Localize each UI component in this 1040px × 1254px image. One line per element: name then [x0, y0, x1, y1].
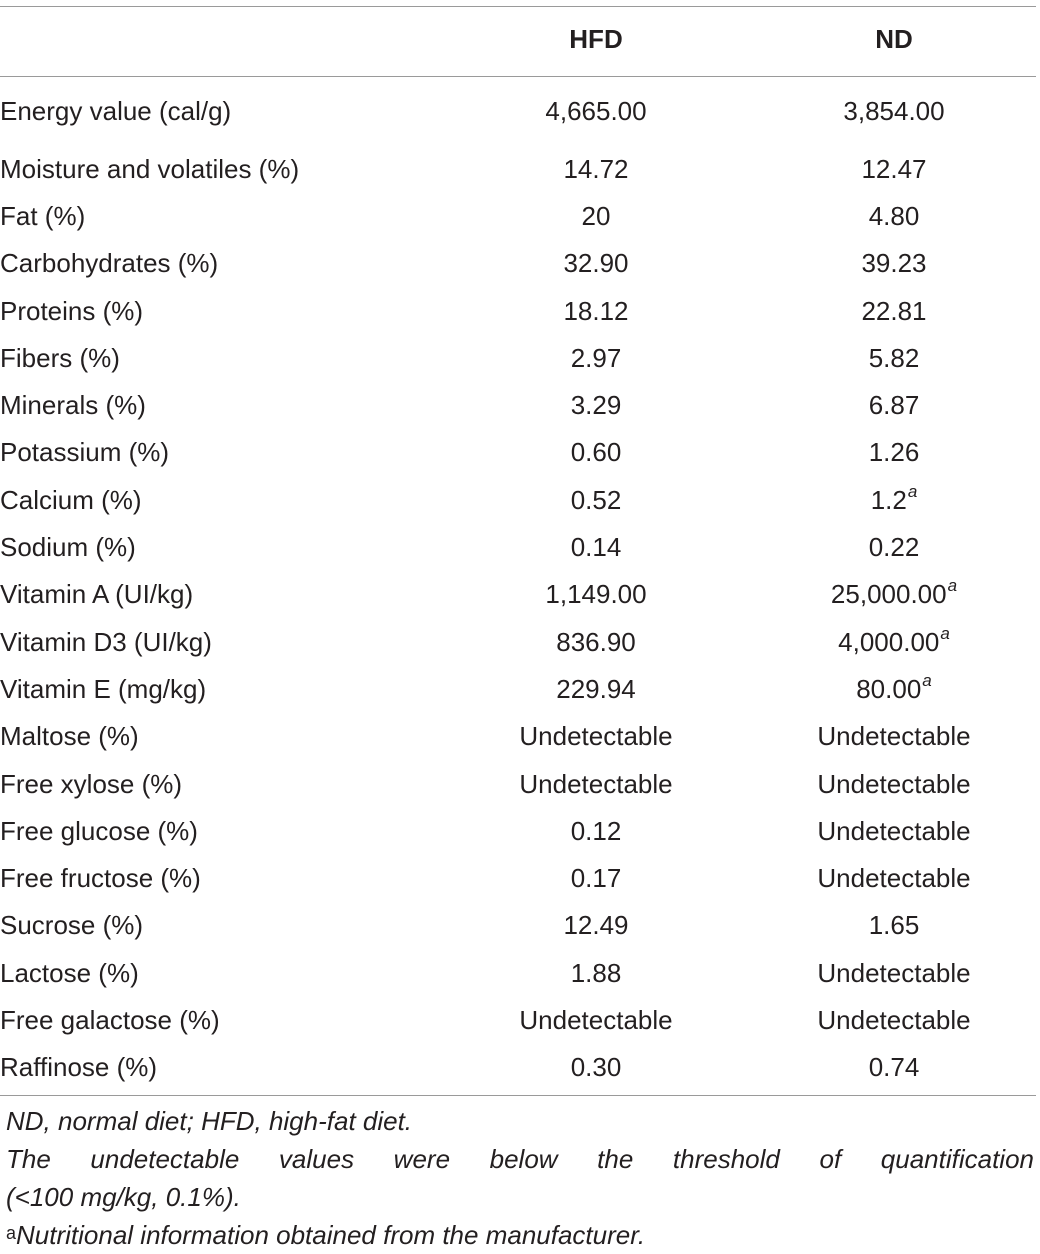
nd-cell	[752, 381, 1036, 428]
footnote-mark: a	[6, 1223, 17, 1243]
hfd-value: 0.52	[570, 484, 622, 515]
nd-value: 22.81	[861, 295, 927, 326]
nd-cell	[752, 523, 1036, 570]
nd-value: Undetectable	[817, 863, 971, 894]
hfd-value: 0.14	[570, 532, 622, 563]
hfd-value: 0.12	[570, 815, 622, 846]
table-row	[0, 287, 1036, 334]
nd-value: Undetectable	[817, 1004, 971, 1035]
table-row	[0, 429, 1036, 476]
hfd-value: 32.90	[563, 248, 629, 279]
nd-value: 12.47	[861, 153, 927, 184]
footnote-a	[6, 1216, 1034, 1254]
hfd-value: 1,149.00	[545, 579, 647, 610]
footnote-marker: a	[947, 576, 958, 596]
table-row	[0, 902, 1036, 949]
header-nd: ND	[875, 23, 913, 54]
hfd-value: 20	[581, 200, 611, 231]
hfd-value: 18.12	[563, 295, 629, 326]
table-row	[0, 334, 1036, 381]
table-row	[0, 854, 1036, 901]
row-label: Proteins (%)	[0, 295, 144, 326]
nd-cell	[752, 949, 1036, 996]
nd-value: 0.22	[868, 532, 920, 563]
nd-value: 6.87	[868, 390, 920, 421]
hfd-value: Undetectable	[519, 1004, 673, 1035]
hfd-value: 0.60	[570, 437, 622, 468]
hfd-value: 0.17	[570, 863, 622, 894]
row-label: Energy value (cal/g)	[0, 96, 232, 126]
table-row	[0, 949, 1036, 996]
footnote-marker: a	[940, 623, 950, 643]
table-row	[0, 523, 1036, 570]
header-row	[0, 0, 1036, 77]
nd-cell	[752, 854, 1036, 901]
nd-cell	[752, 476, 1036, 523]
row-label: Free galactose (%)	[0, 1004, 220, 1035]
row-label: Lactose (%)	[0, 957, 139, 988]
hfd-value: 14.72	[563, 153, 629, 184]
table-notes	[6, 1102, 1034, 1254]
row-label: Potassium (%)	[0, 437, 170, 468]
row-label: Vitamin D3 (UI/kg)	[0, 626, 212, 657]
nd-cell	[752, 287, 1036, 334]
nd-value: Undetectable	[817, 768, 971, 799]
table-row	[0, 240, 1036, 287]
row-label: Raffinose (%)	[0, 1052, 158, 1083]
hfd-value: 2.97	[570, 342, 622, 373]
nd-value: 1.2	[870, 484, 907, 515]
nd-cell	[752, 618, 1036, 665]
row-label: Moisture and volatiles (%)	[0, 153, 300, 184]
table-row	[0, 145, 1036, 192]
table-row	[0, 807, 1036, 854]
hfd-value: 836.90	[556, 626, 636, 657]
nd-value: 3,854.00	[843, 96, 945, 126]
footnote-text: Nutritional information obtained from the manufacturer.	[16, 1220, 646, 1250]
nd-value: 39.23	[861, 248, 927, 279]
nd-value: Undetectable	[817, 721, 971, 752]
nd-cell	[752, 713, 1036, 760]
nd-cell	[752, 665, 1036, 712]
hfd-value: Undetectable	[519, 768, 673, 799]
nd-cell	[752, 571, 1036, 618]
nd-cell	[752, 1044, 1036, 1091]
table-row	[0, 1044, 1036, 1091]
nd-cell	[752, 77, 1036, 145]
nd-value: 4,000.00	[838, 626, 940, 657]
nd-value: 1.26	[868, 437, 920, 468]
hfd-value: 3.29	[570, 390, 622, 421]
row-label: Fibers (%)	[0, 342, 120, 373]
row-label: Carbohydrates (%)	[0, 248, 219, 279]
nd-value: Undetectable	[817, 957, 971, 988]
nd-value: 80.00	[856, 673, 922, 704]
table-row	[0, 996, 1036, 1043]
hfd-value: 229.94	[556, 673, 636, 704]
nd-cell	[752, 429, 1036, 476]
nd-cell	[752, 902, 1036, 949]
nd-value: 1.65	[868, 910, 920, 941]
header-hfd: HFD	[569, 23, 623, 54]
nd-value: 5.82	[868, 342, 920, 373]
nd-cell	[752, 996, 1036, 1043]
row-label: Calcium (%)	[0, 484, 142, 515]
hfd-value: 1.88	[570, 957, 622, 988]
footnote-marker: a	[907, 481, 918, 501]
table-body	[0, 77, 1036, 1091]
table-row	[0, 618, 1036, 665]
table-row	[0, 760, 1036, 807]
nd-cell	[752, 145, 1036, 192]
undetectable-note-line1: The undetectable values were below the threshold of quantification	[6, 1144, 1034, 1174]
table-row	[0, 77, 1036, 145]
nd-cell	[752, 760, 1036, 807]
table-row	[0, 571, 1036, 618]
bottom-rule	[0, 1095, 1036, 1096]
table-row	[0, 381, 1036, 428]
undetectable-note-line2: (<100 mg/kg, 0.1%).	[6, 1182, 241, 1212]
row-label: Vitamin E (mg/kg)	[0, 673, 207, 704]
hfd-value: Undetectable	[519, 721, 673, 752]
table-row	[0, 665, 1036, 712]
row-label: Minerals (%)	[0, 390, 146, 421]
nd-value: 25,000.00	[830, 579, 947, 610]
table-row	[0, 476, 1036, 523]
abbreviations-note: ND, normal diet; HFD, high-fat diet.	[6, 1106, 413, 1136]
row-label: Vitamin A (UI/kg)	[0, 579, 194, 610]
table-row	[0, 713, 1036, 760]
row-label: Sucrose (%)	[0, 910, 144, 941]
nd-cell	[752, 807, 1036, 854]
footnote-marker: a	[922, 670, 932, 690]
table-row	[0, 192, 1036, 239]
hfd-value: 12.49	[563, 910, 629, 941]
row-label: Free fructose (%)	[0, 863, 201, 894]
row-label: Sodium (%)	[0, 532, 136, 563]
nd-cell	[752, 334, 1036, 381]
nd-value: 4.80	[868, 200, 920, 231]
nd-value: Undetectable	[817, 815, 971, 846]
row-label: Fat (%)	[0, 200, 86, 231]
row-label: Free xylose (%)	[0, 768, 183, 799]
nd-cell	[752, 192, 1036, 239]
header-label-cell	[0, 0, 440, 77]
nd-value: 0.74	[868, 1052, 920, 1083]
row-label: Free glucose (%)	[0, 815, 198, 846]
nd-cell	[752, 240, 1036, 287]
hfd-value: 4,665.00	[545, 96, 647, 126]
hfd-value: 0.30	[570, 1052, 622, 1083]
row-label: Maltose (%)	[0, 721, 139, 752]
